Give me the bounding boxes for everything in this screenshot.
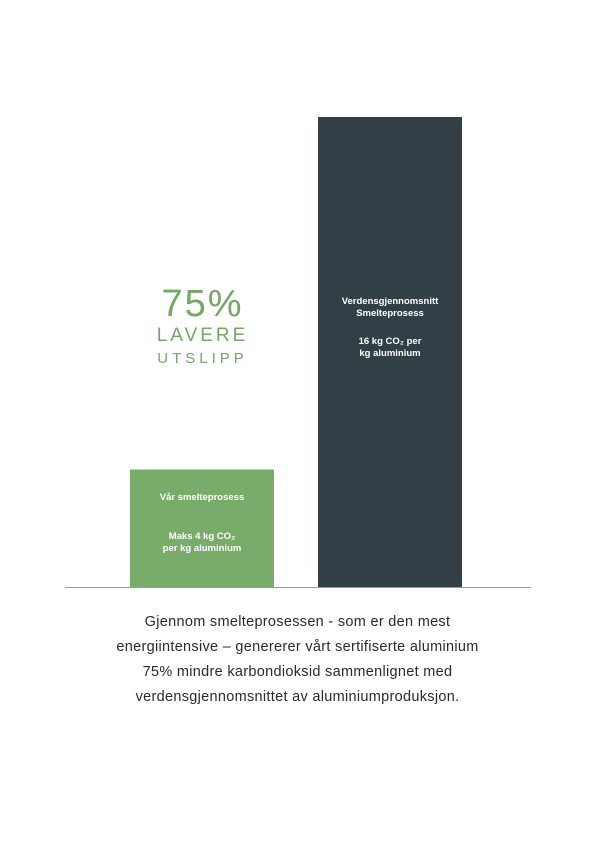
callout-percent: 75%: [161, 283, 244, 325]
bar-label-own-process: [130, 492, 274, 555]
bar-label-value: 16 kg CO₂ per: [358, 336, 422, 347]
bar-label-world-average: [318, 296, 462, 360]
bar-label-value: kg aluminium: [359, 348, 421, 359]
bar-label-title: Vår smelteprosess: [159, 492, 245, 503]
caption: [40, 610, 555, 710]
caption-line: energiintensive – genererer vårt sertifiserte aluminium: [116, 639, 479, 655]
bar-label-value: per kg aluminium: [162, 543, 242, 554]
callout-line-1: LAVERE: [156, 325, 249, 346]
callout-line-2: UTSLIPP: [157, 350, 248, 367]
emission-callout: [130, 284, 275, 370]
caption-line: 75% mindre karbondioksid sammenlignet med: [142, 664, 453, 680]
bar-label-title: Verdensgjennomsnitt: [341, 296, 439, 307]
bar-label-value: Maks 4 kg CO₂: [168, 531, 236, 542]
caption-line: Gjennom smelteprosessen - som er den mest: [144, 614, 451, 630]
bar-label-title: Smelteprosess: [356, 308, 424, 319]
caption-line: verdensgjennomsnittet av aluminiumproduksjon.: [135, 689, 460, 705]
